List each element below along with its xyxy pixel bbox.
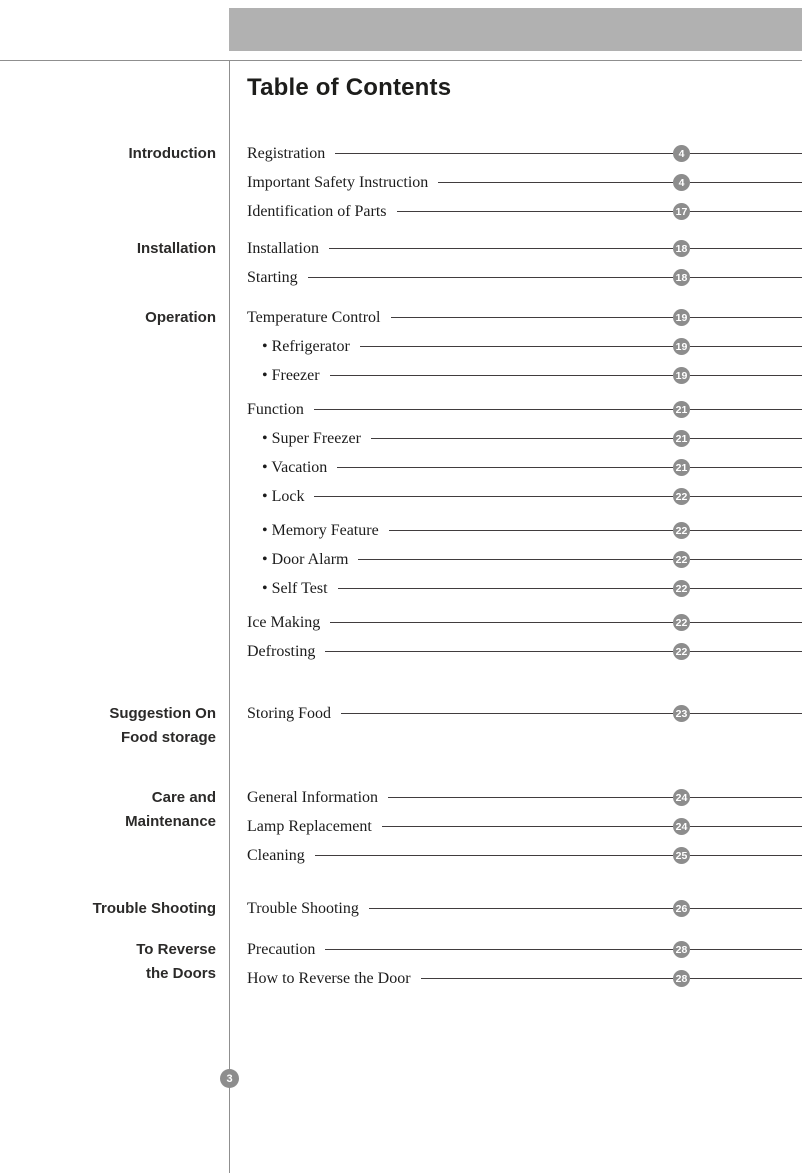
page-number-badge: 18 <box>673 269 690 286</box>
toc-entry-row <box>247 812 802 841</box>
section-entries <box>247 935 802 993</box>
leader-line <box>314 496 673 497</box>
footer-page-number-badge: 3 <box>220 1069 239 1088</box>
page-number-badge: 22 <box>673 643 690 660</box>
leader-line <box>325 651 673 652</box>
toc-entry-row <box>247 841 802 870</box>
leader-line <box>391 317 674 318</box>
leader-line <box>335 153 673 154</box>
leader-tail-line <box>690 530 802 531</box>
section-label <box>0 234 216 292</box>
entry-text: Identification of Parts <box>247 202 387 220</box>
leader-tail-line <box>690 588 802 589</box>
page-number-badge: 17 <box>673 203 690 220</box>
toc-entry-row <box>247 332 802 361</box>
toc-entry-row <box>247 574 802 603</box>
page-number-badge: 21 <box>673 459 690 476</box>
toc-entry-row <box>247 139 802 168</box>
leader-tail-line <box>690 826 802 827</box>
toc-section-introduction <box>0 139 802 226</box>
entry-text: Installation <box>247 239 319 257</box>
entry-text: General Information <box>247 788 379 806</box>
leader-line <box>382 826 673 827</box>
section-entries <box>247 894 802 923</box>
leader-line <box>360 346 673 347</box>
leader-tail-line <box>690 182 802 183</box>
entry-text: • Lock <box>262 487 305 505</box>
toc-entry-row <box>247 964 802 993</box>
entry-text: Function <box>247 400 304 418</box>
toc-entry-row <box>247 516 802 545</box>
page-number-badge: 22 <box>673 522 690 539</box>
toc-entry-row <box>247 935 802 964</box>
leader-tail-line <box>690 978 802 979</box>
entry-text: How to Reverse the Door <box>247 969 411 987</box>
entry-text: Starting <box>247 268 298 286</box>
page-number-badge: 19 <box>673 367 690 384</box>
entry-text: Important Safety Instruction <box>247 173 429 191</box>
toc-entry-row <box>247 197 802 226</box>
section-label-line: Trouble Shooting <box>92 900 216 917</box>
leader-tail-line <box>690 908 802 909</box>
section-label <box>0 699 216 750</box>
section-entries <box>247 234 802 292</box>
section-label-line: Introduction <box>128 145 216 162</box>
toc-entry-row <box>247 637 802 666</box>
leader-line <box>315 855 673 856</box>
section-label <box>0 935 216 993</box>
leader-line <box>337 467 673 468</box>
section-label-line: Care and <box>151 789 216 806</box>
page-number-badge: 23 <box>673 705 690 722</box>
leader-line <box>338 588 673 589</box>
leader-line <box>389 530 673 531</box>
toc-section-trouble-shooting <box>0 894 802 923</box>
section-label-line: To Reverse <box>136 941 216 958</box>
toc-section-suggestion-on-food-storage <box>0 699 802 750</box>
entry-text: Ice Making <box>247 613 321 631</box>
leader-tail-line <box>690 153 802 154</box>
section-entries <box>247 139 802 226</box>
leader-line <box>438 182 673 183</box>
toc-entry-row <box>247 234 802 263</box>
page-number-badge: 21 <box>673 401 690 418</box>
entry-text: Cleaning <box>247 846 305 864</box>
header-gray-bar <box>229 8 802 51</box>
leader-tail-line <box>690 438 802 439</box>
page-number-badge: 24 <box>673 789 690 806</box>
page-number-badge: 24 <box>673 818 690 835</box>
leader-tail-line <box>690 409 802 410</box>
toc-entry-row <box>247 894 802 923</box>
section-label-line: Operation <box>145 309 216 326</box>
page-number-badge: 19 <box>673 309 690 326</box>
section-label <box>0 894 216 923</box>
leader-tail-line <box>690 467 802 468</box>
section-label <box>0 303 216 666</box>
entry-text: Precaution <box>247 940 316 958</box>
page-title: Table of Contents <box>247 74 452 101</box>
entry-text: • Vacation <box>262 458 328 476</box>
leader-tail-line <box>690 248 802 249</box>
leader-tail-line <box>690 713 802 714</box>
entry-text: • Freezer <box>262 366 320 384</box>
entry-text: Temperature Control <box>247 308 381 326</box>
section-label <box>0 783 216 870</box>
page-number-badge: 4 <box>673 145 690 162</box>
leader-tail-line <box>690 855 802 856</box>
section-label-line: the Doors <box>145 965 216 982</box>
leader-tail-line <box>690 496 802 497</box>
toc-section-operation <box>0 303 802 666</box>
entry-text: • Door Alarm <box>262 550 349 568</box>
leader-line <box>329 248 673 249</box>
page-number-badge: 22 <box>673 488 690 505</box>
toc-section-care-and-maintenance <box>0 783 802 870</box>
leader-tail-line <box>690 559 802 560</box>
leader-tail-line <box>690 346 802 347</box>
entry-text: Storing Food <box>247 704 332 722</box>
toc-entry-row <box>247 303 802 332</box>
leader-tail-line <box>690 277 802 278</box>
toc-entry-row <box>247 361 802 390</box>
section-entries <box>247 303 802 666</box>
leader-tail-line <box>690 651 802 652</box>
leader-line <box>330 375 673 376</box>
entry-text: Defrosting <box>247 642 316 660</box>
leader-line <box>421 978 673 979</box>
page-number-badge: 21 <box>673 430 690 447</box>
leader-tail-line <box>690 317 802 318</box>
entry-text: • Self Test <box>262 579 328 597</box>
section-label-line: Installation <box>136 240 216 257</box>
section-entries <box>247 783 802 870</box>
page-number-badge: 26 <box>673 900 690 917</box>
leader-line <box>388 797 673 798</box>
toc-section-to-reverse-the-doors <box>0 935 802 993</box>
toc-entry-row <box>247 168 802 197</box>
page-number-badge: 28 <box>673 941 690 958</box>
leader-tail-line <box>690 949 802 950</box>
leader-tail-line <box>690 797 802 798</box>
leader-line <box>369 908 673 909</box>
toc-entry-row <box>247 783 802 812</box>
section-label-line: Maintenance <box>125 813 216 830</box>
entry-text: • Super Freezer <box>262 429 361 447</box>
toc-entry-row <box>247 395 802 424</box>
page-number-badge: 19 <box>673 338 690 355</box>
page-number-badge: 25 <box>673 847 690 864</box>
page-number-badge: 22 <box>673 580 690 597</box>
leader-tail-line <box>690 211 802 212</box>
toc-entry-row <box>247 545 802 574</box>
toc-entry-row <box>247 263 802 292</box>
leader-line <box>330 622 673 623</box>
toc-entry-row <box>247 482 802 511</box>
entry-text: Trouble Shooting <box>247 899 359 917</box>
entry-text: Lamp Replacement <box>247 817 372 835</box>
entry-text: • Memory Feature <box>262 521 379 539</box>
page-number-badge: 22 <box>673 551 690 568</box>
leader-line <box>325 949 673 950</box>
toc-entry-row <box>247 453 802 482</box>
leader-line <box>397 211 673 212</box>
toc-entry-row <box>247 699 802 728</box>
horizontal-divider <box>0 60 802 61</box>
leader-line <box>358 559 673 560</box>
leader-tail-line <box>690 375 802 376</box>
section-entries <box>247 699 802 750</box>
leader-line <box>371 438 673 439</box>
leader-tail-line <box>690 622 802 623</box>
page-number-badge: 22 <box>673 614 690 631</box>
toc-entry-row <box>247 608 802 637</box>
leader-line <box>308 277 673 278</box>
page-number-badge: 18 <box>673 240 690 257</box>
section-label <box>0 139 216 226</box>
entry-text: • Refrigerator <box>262 337 350 355</box>
page-number-badge: 28 <box>673 970 690 987</box>
section-label-line: Food storage <box>120 729 216 746</box>
leader-line <box>341 713 673 714</box>
entry-text: Registration <box>247 144 326 162</box>
toc-entry-row <box>247 424 802 453</box>
page-number-badge: 4 <box>673 174 690 191</box>
leader-line <box>314 409 673 410</box>
section-label-line: Suggestion On <box>109 705 216 722</box>
toc-content <box>0 139 802 993</box>
toc-section-installation <box>0 234 802 292</box>
